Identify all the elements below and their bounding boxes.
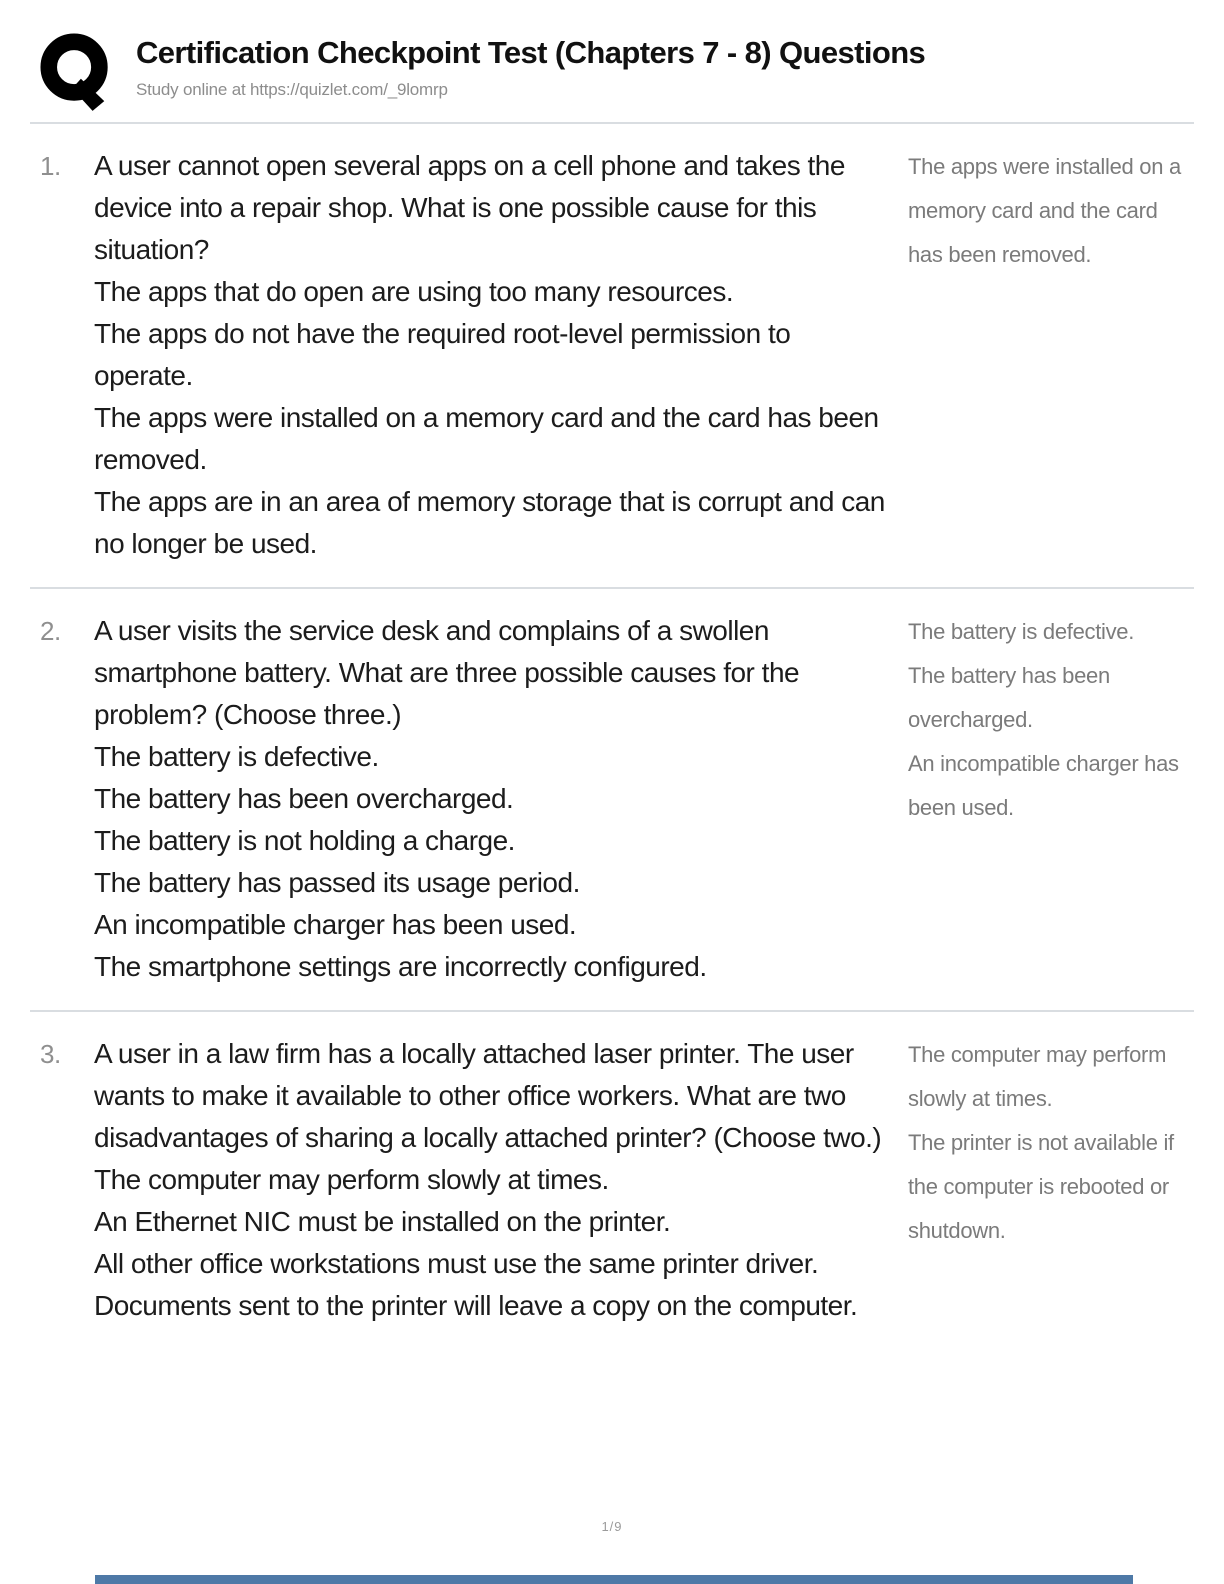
question-content xyxy=(94,1033,894,1327)
question-content xyxy=(94,610,894,988)
answer-option: All other office workstations must use the same printer driver. xyxy=(94,1248,819,1279)
question-block-1 xyxy=(30,124,1194,587)
correct-answer: The battery has been overcharged. xyxy=(908,663,1110,732)
answer-option: The smartphone settings are incorrectly configured. xyxy=(94,951,707,982)
answer-option: The battery has passed its usage period. xyxy=(94,867,580,898)
page-footer xyxy=(0,1519,1224,1534)
question-block-2 xyxy=(30,589,1194,1010)
page-bottom-bar xyxy=(95,1575,1133,1584)
answer-option: The apps do not have the required root-level permission to operate. xyxy=(94,318,791,391)
answer-option: The battery is defective. xyxy=(94,741,379,772)
correct-answer-column xyxy=(894,1033,1194,1327)
correct-answer: The computer may perform slowly at times. xyxy=(908,1042,1167,1111)
answer-option: The battery has been overcharged. xyxy=(94,783,514,814)
study-online-url: Study online at https://quizlet.com/_9lomrp xyxy=(136,79,448,99)
question-number: 3. xyxy=(40,1039,61,1069)
answer-option: The apps are in an area of memory storage that is corrupt and can no longer be used. xyxy=(94,486,885,559)
question-text: A user visits the service desk and complains of a swollen smartphone battery. What are three possible causes for the problem? (Choose three.) xyxy=(94,615,800,730)
answer-option: An incompatible charger has been used. xyxy=(94,909,577,940)
correct-answer: The battery is defective. xyxy=(908,619,1135,644)
answer-option: The apps that do open are using too many resources. xyxy=(94,276,734,307)
answer-option: The computer may perform slowly at times. xyxy=(94,1164,609,1195)
question-block-3 xyxy=(30,1012,1194,1349)
question-number: 2. xyxy=(40,616,61,646)
quizlet-q-logo-icon xyxy=(40,30,114,112)
correct-answer-column xyxy=(894,610,1194,988)
answer-option: Documents sent to the printer will leave a copy on the computer. xyxy=(94,1290,858,1321)
answer-option: The apps were installed on a memory card and the card has been removed. xyxy=(94,402,879,475)
question-content xyxy=(94,145,894,565)
answer-option: The battery is not holding a charge. xyxy=(94,825,515,856)
correct-answer-column xyxy=(894,145,1194,565)
question-text: A user cannot open several apps on a cell phone and takes the device into a repair shop. What is one possible cause for this situation? xyxy=(94,150,845,265)
page-title: Certification Checkpoint Test (Chapters 7 - 8) Questions xyxy=(136,35,926,70)
answer-option: An Ethernet NIC must be installed on the printer. xyxy=(94,1206,671,1237)
correct-answer: An incompatible charger has been used. xyxy=(908,751,1179,820)
page-indicator: 1/9 xyxy=(601,1519,623,1534)
question-text: A user in a law firm has a locally attached laser printer. The user wants to make it available to other office workers. What are two disadvantages of sharing a locally attached printer? (Choose two.) xyxy=(94,1038,882,1153)
correct-answer: The apps were installed on a memory card and the card has been removed. xyxy=(908,154,1181,267)
header-text xyxy=(136,30,925,100)
question-number: 1. xyxy=(40,151,61,181)
page-header xyxy=(0,0,1224,122)
correct-answer: The printer is not available if the computer is rebooted or shutdown. xyxy=(908,1130,1174,1243)
